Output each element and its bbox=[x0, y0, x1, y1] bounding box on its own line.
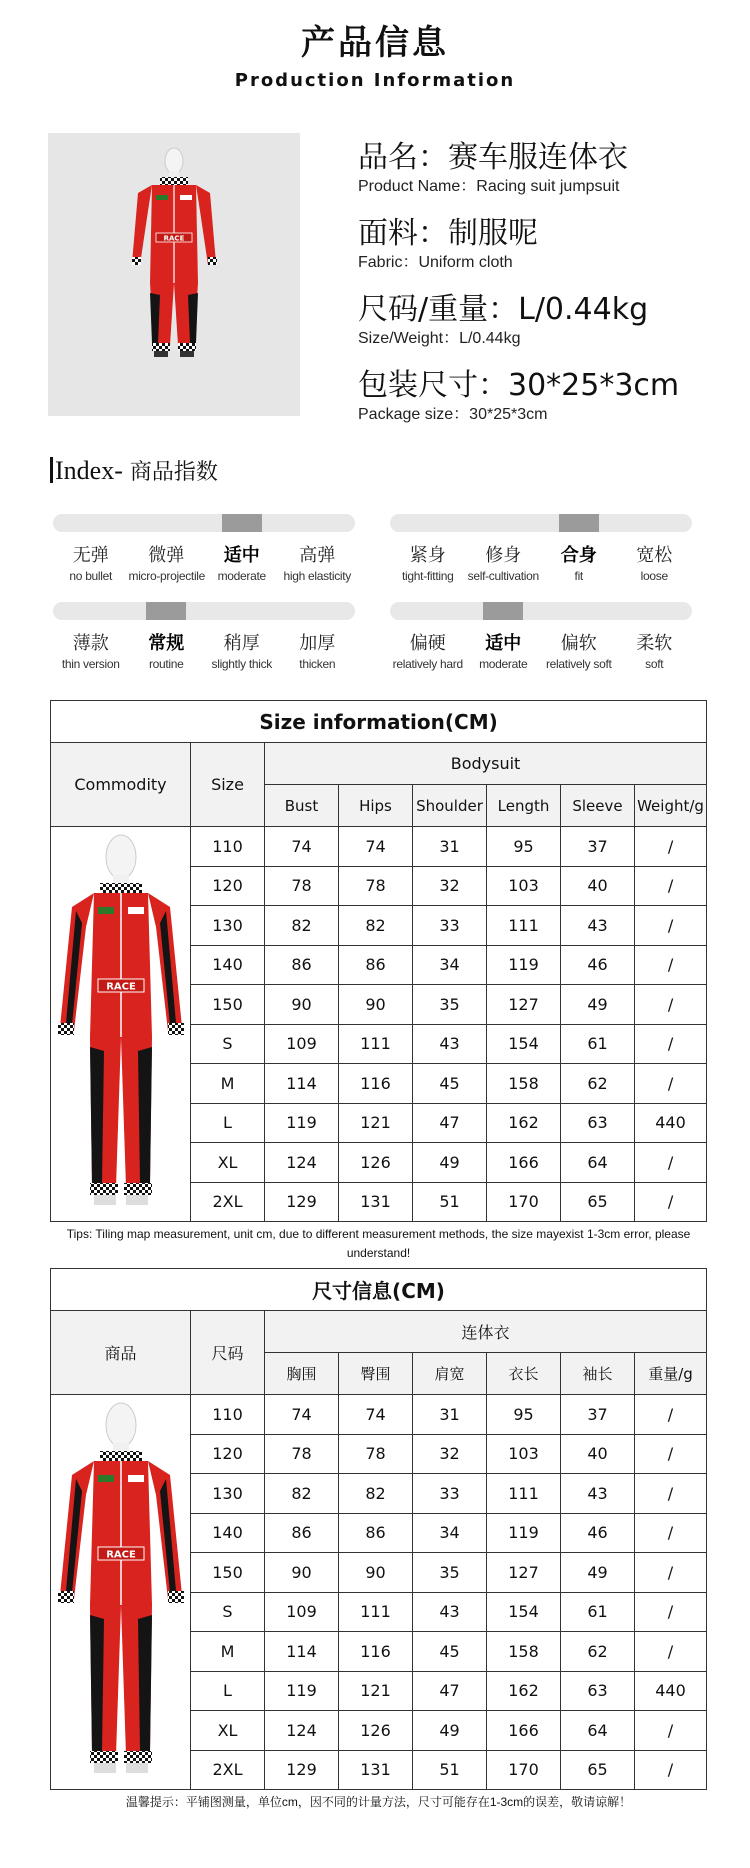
title-bar bbox=[50, 457, 53, 483]
value-cell: 49 bbox=[413, 1143, 487, 1183]
value-cell: 51 bbox=[413, 1750, 487, 1790]
value-cell: 86 bbox=[339, 945, 413, 985]
value-cell: / bbox=[635, 1064, 707, 1104]
value-cell: / bbox=[635, 1553, 707, 1593]
value-cell: 46 bbox=[561, 1513, 635, 1553]
value-cell: 126 bbox=[339, 1711, 413, 1751]
value-cell: 111 bbox=[339, 1024, 413, 1064]
value-cell: 86 bbox=[339, 1513, 413, 1553]
value-cell: 82 bbox=[339, 906, 413, 946]
value-cell: 90 bbox=[265, 1553, 339, 1593]
size-cell: 110 bbox=[191, 1395, 265, 1435]
value-cell: 43 bbox=[413, 1592, 487, 1632]
value-cell: 119 bbox=[265, 1103, 339, 1143]
value-cell: 74 bbox=[339, 1395, 413, 1435]
scale-option: 适中 moderate bbox=[217, 545, 266, 583]
column-header: 重量/g bbox=[635, 1353, 707, 1395]
value-cell: 440 bbox=[635, 1671, 707, 1711]
info-label-en: Size/Weight：L/0.44kg bbox=[358, 330, 521, 347]
value-cell: 32 bbox=[413, 866, 487, 906]
value-cell: 43 bbox=[561, 906, 635, 946]
info-label-cn: 包装尺寸：30*25*3cm bbox=[358, 368, 680, 403]
value-cell: 119 bbox=[487, 945, 561, 985]
value-cell: 47 bbox=[413, 1103, 487, 1143]
value-cell: 31 bbox=[413, 827, 487, 867]
value-cell: 37 bbox=[561, 827, 635, 867]
scale-option: 稍厚 slightly thick bbox=[211, 633, 272, 671]
index-title-en: Index- bbox=[55, 456, 123, 485]
size-cell: 130 bbox=[191, 906, 265, 946]
size-header: Size bbox=[191, 743, 265, 827]
value-cell: / bbox=[635, 827, 707, 867]
value-cell: 74 bbox=[265, 1395, 339, 1435]
commodity-header: Commodity bbox=[51, 743, 191, 827]
scale-option: 适中 moderate bbox=[479, 633, 528, 671]
value-cell: / bbox=[635, 1395, 707, 1435]
racing-suit-image bbox=[48, 133, 300, 416]
product-photo bbox=[48, 133, 300, 416]
info-label-en: Fabric：Uniform cloth bbox=[358, 254, 513, 271]
value-cell: 440 bbox=[635, 1103, 707, 1143]
value-cell: 86 bbox=[265, 1513, 339, 1553]
value-cell: 35 bbox=[413, 985, 487, 1025]
value-cell: 40 bbox=[561, 866, 635, 906]
value-cell: 40 bbox=[561, 1434, 635, 1474]
value-cell: / bbox=[635, 1632, 707, 1672]
scale-option: 加厚 thicken bbox=[299, 633, 336, 671]
value-cell: 32 bbox=[413, 1434, 487, 1474]
value-cell: 162 bbox=[487, 1671, 561, 1711]
commodity-image-cell bbox=[51, 1395, 191, 1790]
value-cell: 170 bbox=[487, 1182, 561, 1222]
value-cell: 82 bbox=[339, 1474, 413, 1514]
value-cell: 131 bbox=[339, 1182, 413, 1222]
size-cell: M bbox=[191, 1632, 265, 1672]
value-cell: 103 bbox=[487, 1434, 561, 1474]
racing-suit-image bbox=[52, 827, 190, 1221]
size-cell: S bbox=[191, 1024, 265, 1064]
value-cell: 63 bbox=[561, 1103, 635, 1143]
info-label-cn: 品名：赛车服连体衣 bbox=[358, 140, 628, 175]
scale-option: 修身 self-cultivation bbox=[467, 545, 539, 583]
value-cell: 82 bbox=[265, 1474, 339, 1514]
value-cell: 45 bbox=[413, 1632, 487, 1672]
belt-text: RACE bbox=[163, 234, 185, 243]
column-header: Hips bbox=[339, 785, 413, 827]
product-info bbox=[358, 140, 728, 444]
value-cell: / bbox=[635, 985, 707, 1025]
value-cell: / bbox=[635, 1711, 707, 1751]
table-body bbox=[51, 1395, 707, 1790]
size-header: 尺码 bbox=[191, 1311, 265, 1395]
size-cell: 140 bbox=[191, 1513, 265, 1553]
info-package-size bbox=[358, 368, 728, 444]
value-cell: 74 bbox=[265, 827, 339, 867]
belt-text: RACE bbox=[105, 1549, 136, 1561]
size-cell: 120 bbox=[191, 866, 265, 906]
info-product-name bbox=[358, 140, 728, 216]
scale-option: 宽松 loose bbox=[636, 545, 673, 583]
value-cell: 114 bbox=[265, 1064, 339, 1104]
commodity-image-cell bbox=[51, 827, 191, 1222]
size-cell: 140 bbox=[191, 945, 265, 985]
size-cell: 110 bbox=[191, 827, 265, 867]
value-cell: 95 bbox=[487, 1395, 561, 1435]
scale-indicator bbox=[559, 514, 599, 532]
group-header: Bodysuit bbox=[265, 743, 707, 785]
scale-option: 偏软 relatively soft bbox=[545, 633, 612, 671]
value-cell: / bbox=[635, 1513, 707, 1553]
value-cell: 33 bbox=[413, 1474, 487, 1514]
value-cell: / bbox=[635, 1750, 707, 1790]
value-cell: 129 bbox=[265, 1750, 339, 1790]
group-header: 连体衣 bbox=[265, 1311, 707, 1353]
racing-suit-image bbox=[52, 1395, 190, 1789]
scale-option: 偏硬 relatively hard bbox=[392, 633, 463, 671]
value-cell: 65 bbox=[561, 1750, 635, 1790]
scale-track bbox=[390, 602, 692, 620]
value-cell: 95 bbox=[487, 827, 561, 867]
value-cell: 49 bbox=[413, 1711, 487, 1751]
size-cell: L bbox=[191, 1671, 265, 1711]
value-cell: 116 bbox=[339, 1632, 413, 1672]
value-cell: / bbox=[635, 1592, 707, 1632]
value-cell: 109 bbox=[265, 1592, 339, 1632]
size-cell: L bbox=[191, 1103, 265, 1143]
value-cell: / bbox=[635, 1474, 707, 1514]
page-title-cn: 产品信息 bbox=[301, 23, 449, 63]
value-cell: 154 bbox=[487, 1592, 561, 1632]
column-header: 胸围 bbox=[265, 1353, 339, 1395]
column-header: Length bbox=[487, 785, 561, 827]
table-row bbox=[51, 827, 707, 867]
info-label-en: Package size：30*25*3cm bbox=[358, 406, 548, 423]
value-cell: 103 bbox=[487, 866, 561, 906]
column-header: Sleeve bbox=[561, 785, 635, 827]
value-cell: 129 bbox=[265, 1182, 339, 1222]
size-cell: S bbox=[191, 1592, 265, 1632]
scale-option: 常规 routine bbox=[148, 633, 185, 671]
size-cell: 130 bbox=[191, 1474, 265, 1514]
size-cell: 150 bbox=[191, 985, 265, 1025]
value-cell: 31 bbox=[413, 1395, 487, 1435]
scale-option: 合身 fit bbox=[560, 545, 597, 583]
value-cell: 74 bbox=[339, 827, 413, 867]
value-cell: 45 bbox=[413, 1064, 487, 1104]
value-cell: 49 bbox=[561, 985, 635, 1025]
value-cell: 61 bbox=[561, 1592, 635, 1632]
value-cell: 82 bbox=[265, 906, 339, 946]
index-title-cn: 商品指数 bbox=[129, 460, 218, 485]
scale-option: 薄款 thin version bbox=[61, 633, 120, 671]
value-cell: / bbox=[635, 866, 707, 906]
info-label-cn: 尺码/重量：L/0.44kg bbox=[358, 292, 649, 327]
value-cell: 127 bbox=[487, 985, 561, 1025]
belt-text: RACE bbox=[105, 981, 136, 993]
column-header: 衣长 bbox=[487, 1353, 561, 1395]
value-cell: 126 bbox=[339, 1143, 413, 1183]
size-cell: 120 bbox=[191, 1434, 265, 1474]
value-cell: 43 bbox=[561, 1474, 635, 1514]
value-cell: 90 bbox=[339, 985, 413, 1025]
column-header: Shoulder bbox=[413, 785, 487, 827]
value-cell: 124 bbox=[265, 1143, 339, 1183]
scale-option: 紧身 tight-fitting bbox=[402, 545, 454, 583]
table-title: 尺寸信息(CM) bbox=[51, 1269, 707, 1311]
size-table-cn bbox=[50, 1268, 707, 1816]
value-cell: / bbox=[635, 1434, 707, 1474]
value-cell: 34 bbox=[413, 1513, 487, 1553]
info-label-en: Product Name：Racing suit jumpsuit bbox=[358, 178, 620, 195]
value-cell: 109 bbox=[265, 1024, 339, 1064]
scale-indicator bbox=[483, 602, 523, 620]
scale-track bbox=[53, 514, 355, 532]
value-cell: 121 bbox=[339, 1103, 413, 1143]
value-cell: / bbox=[635, 1143, 707, 1183]
scale-track bbox=[53, 602, 355, 620]
value-cell: 86 bbox=[265, 945, 339, 985]
value-cell: 33 bbox=[413, 906, 487, 946]
value-cell: 158 bbox=[487, 1064, 561, 1104]
value-cell: 64 bbox=[561, 1711, 635, 1751]
value-cell: 61 bbox=[561, 1024, 635, 1064]
value-cell: 62 bbox=[561, 1632, 635, 1672]
table-body bbox=[51, 827, 707, 1222]
size-cell: M bbox=[191, 1064, 265, 1104]
value-cell: 166 bbox=[487, 1143, 561, 1183]
info-label-cn: 面料：制服呢 bbox=[358, 216, 538, 251]
value-cell: 111 bbox=[487, 1474, 561, 1514]
column-header: 臀围 bbox=[339, 1353, 413, 1395]
value-cell: 37 bbox=[561, 1395, 635, 1435]
table-row bbox=[51, 1395, 707, 1435]
value-cell: 158 bbox=[487, 1632, 561, 1672]
value-cell: 35 bbox=[413, 1553, 487, 1593]
value-cell: 166 bbox=[487, 1711, 561, 1751]
value-cell: 62 bbox=[561, 1064, 635, 1104]
scale-option: 微弹 micro-projectile bbox=[128, 545, 206, 583]
size-cell: 2XL bbox=[191, 1750, 265, 1790]
size-cell: 150 bbox=[191, 1553, 265, 1593]
tips-text: Tips: Tiling map measurement, unit cm, due to different measurement methods, the size mayexist 1-3cm error, please understand! bbox=[66, 1226, 691, 1260]
value-cell: 78 bbox=[339, 866, 413, 906]
tips-text: 温馨提示：平铺图测量，单位cm，因不同的计量方法，尺寸可能存在1-3cm的误差，敬请谅解！ bbox=[125, 1795, 632, 1810]
value-cell: / bbox=[635, 1182, 707, 1222]
column-header: Bust bbox=[265, 785, 339, 827]
value-cell: 34 bbox=[413, 945, 487, 985]
column-header: 袖长 bbox=[561, 1353, 635, 1395]
value-cell: 90 bbox=[265, 985, 339, 1025]
table-title: Size information(CM) bbox=[51, 701, 707, 743]
scale-option: 高弹 high elasticity bbox=[283, 545, 352, 583]
value-cell: 170 bbox=[487, 1750, 561, 1790]
page-header bbox=[0, 22, 750, 91]
value-cell: 46 bbox=[561, 945, 635, 985]
value-cell: 119 bbox=[265, 1671, 339, 1711]
value-cell: 49 bbox=[561, 1553, 635, 1593]
value-cell: / bbox=[635, 906, 707, 946]
value-cell: 124 bbox=[265, 1711, 339, 1751]
index-title bbox=[50, 456, 218, 488]
scale-indicator bbox=[146, 602, 186, 620]
column-header: Weight/g bbox=[635, 785, 707, 827]
value-cell: 131 bbox=[339, 1750, 413, 1790]
value-cell: / bbox=[635, 1024, 707, 1064]
value-cell: 119 bbox=[487, 1513, 561, 1553]
value-cell: 63 bbox=[561, 1671, 635, 1711]
value-cell: 65 bbox=[561, 1182, 635, 1222]
value-cell: 47 bbox=[413, 1671, 487, 1711]
value-cell: / bbox=[635, 945, 707, 985]
column-header: 肩宽 bbox=[413, 1353, 487, 1395]
info-fabric bbox=[358, 216, 728, 292]
size-table-en bbox=[50, 700, 707, 1266]
value-cell: 114 bbox=[265, 1632, 339, 1672]
value-cell: 51 bbox=[413, 1182, 487, 1222]
value-cell: 78 bbox=[265, 1434, 339, 1474]
size-cell: 2XL bbox=[191, 1182, 265, 1222]
scale-track bbox=[390, 514, 692, 532]
value-cell: 90 bbox=[339, 1553, 413, 1593]
commodity-header: 商品 bbox=[51, 1311, 191, 1395]
value-cell: 43 bbox=[413, 1024, 487, 1064]
size-cell: XL bbox=[191, 1143, 265, 1183]
scale-option: 无弹 no bullet bbox=[69, 545, 113, 583]
value-cell: 121 bbox=[339, 1671, 413, 1711]
value-cell: 64 bbox=[561, 1143, 635, 1183]
scale-indicator bbox=[222, 514, 262, 532]
value-cell: 127 bbox=[487, 1553, 561, 1593]
value-cell: 111 bbox=[339, 1592, 413, 1632]
value-cell: 154 bbox=[487, 1024, 561, 1064]
value-cell: 116 bbox=[339, 1064, 413, 1104]
size-cell: XL bbox=[191, 1711, 265, 1751]
value-cell: 78 bbox=[339, 1434, 413, 1474]
scale-option: 柔软 soft bbox=[636, 633, 673, 671]
value-cell: 162 bbox=[487, 1103, 561, 1143]
info-size-weight bbox=[358, 292, 728, 368]
page-title-en: Production Information bbox=[234, 70, 516, 91]
value-cell: 78 bbox=[265, 866, 339, 906]
value-cell: 111 bbox=[487, 906, 561, 946]
